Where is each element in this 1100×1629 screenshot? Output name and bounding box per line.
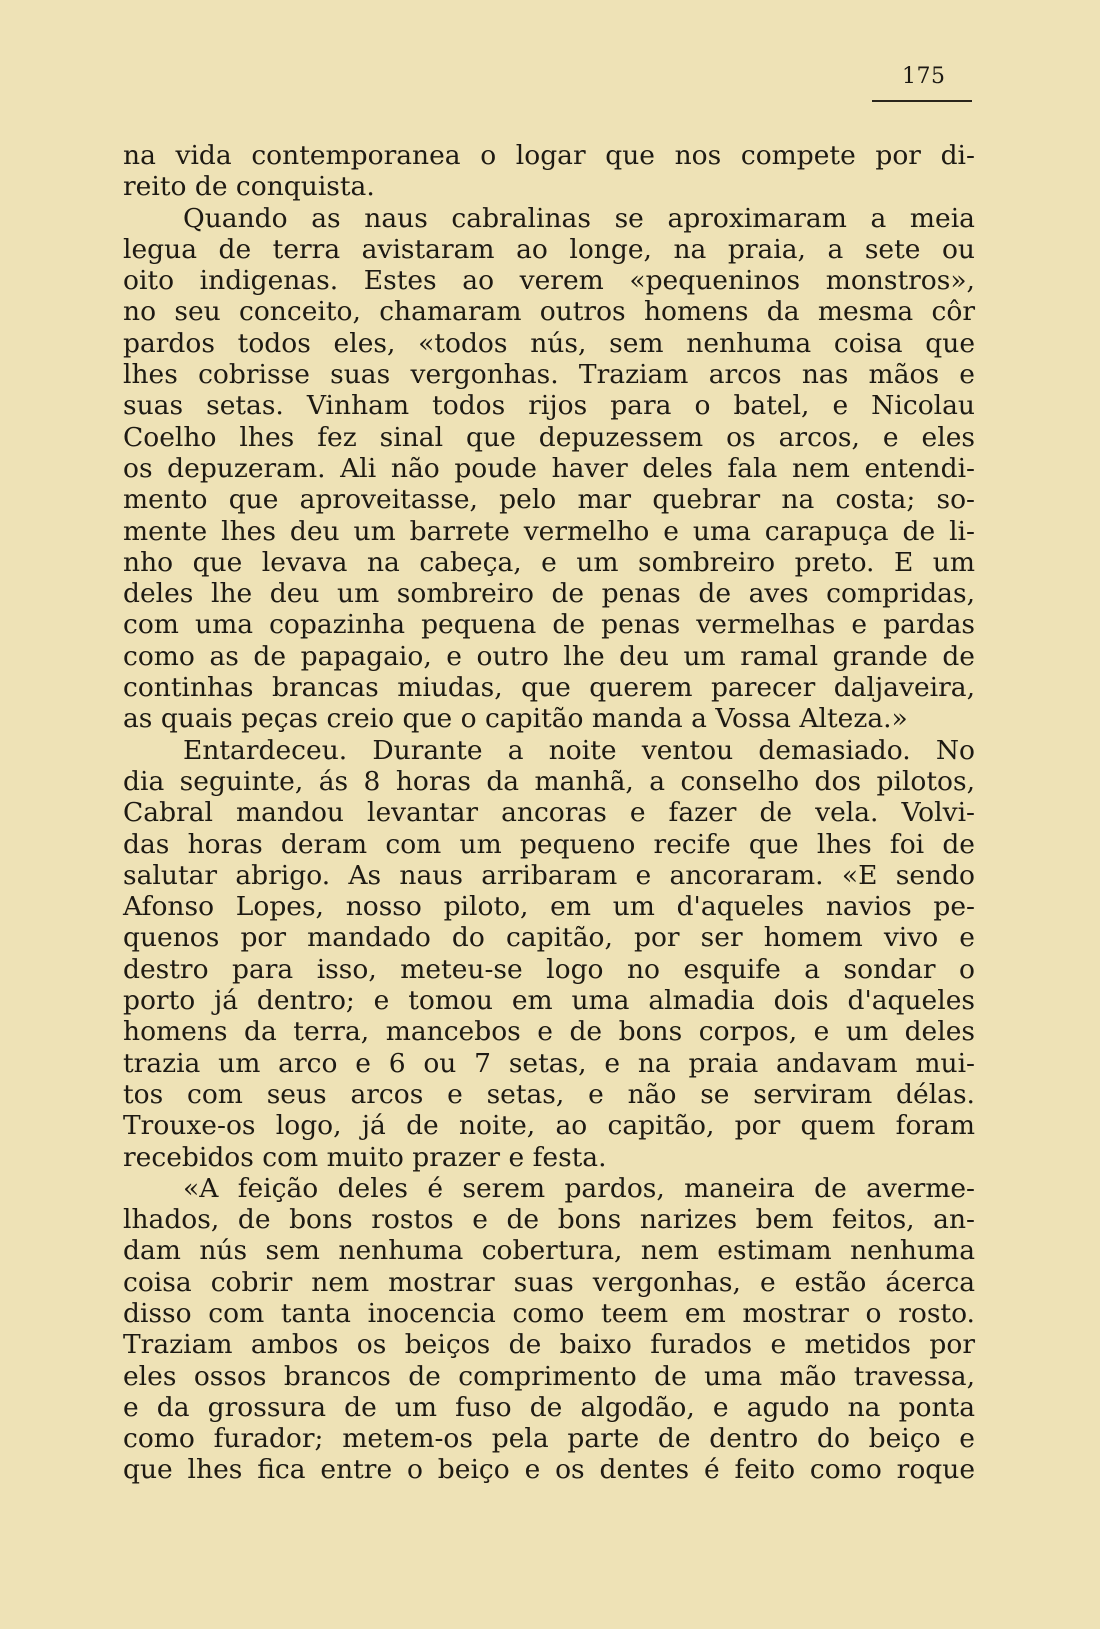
text-line: trazia um arco e 6 ou 7 setas, e na praia andavam mui- <box>123 1047 975 1079</box>
page-number: 175 <box>902 64 946 89</box>
text-line: Coelho lhes fez sinal que depuzessem os arcos, e eles <box>123 421 975 453</box>
text-line: deles lhe deu um sombreiro de penas de aves compridas, <box>123 578 975 610</box>
text-line: continhas brancas miudas, que querem parecer daljaveira, <box>123 672 975 704</box>
text-line: nho que levava na cabeça, e um sombreiro preto. E um <box>123 546 975 578</box>
text-line: como furador; metem-os pela parte de dentro do beiço e <box>123 1423 975 1455</box>
text-line: e da grossura de um fuso de algodão, e agudo na ponta <box>123 1391 975 1423</box>
text-line: que lhes fica entre o beiço e os dentes é feito como roque <box>123 1454 975 1486</box>
text-line: Trouxe-os logo, já de noite, ao capitão, por quem foram <box>123 1110 975 1142</box>
text-line: lhes cobrisse suas vergonhas. Traziam arcos nas mãos e <box>123 359 975 391</box>
text-line: as quais peças creio que o capitão manda a Vossa Alteza.» <box>123 703 908 735</box>
text-line: dia seguinte, ás 8 horas da manhã, a conselho dos pilotos, <box>123 765 975 797</box>
text-line: os depuzeram. Ali não poude haver deles fala nem entendi- <box>123 452 975 484</box>
text-line: no seu conceito, chamaram outros homens da mesma côr <box>123 296 975 328</box>
text-line: oito indigenas. Estes ao verem «pequeninos monstros», <box>123 265 975 297</box>
text-line: coisa cobrir nem mostrar suas vergonhas, e estão ácerca <box>123 1266 975 1298</box>
text-line: eles ossos brancos de comprimento de uma mão travessa, <box>123 1360 975 1392</box>
text-line: tos com seus arcos e setas, e não se serviram délas. <box>123 1078 975 1110</box>
text-line: Cabral mandou levantar ancoras e fazer de vela. Volvi- <box>123 797 975 829</box>
text-line: Traziam ambos os beiços de baixo furados e metidos por <box>123 1329 975 1361</box>
body-text <box>123 140 975 1486</box>
text-line: quenos por mandado do capitão, por ser homem vivo e <box>123 922 975 954</box>
text-line: das horas deram com um pequeno recife que lhes foi de <box>123 828 975 860</box>
text-line: na vida contemporanea o logar que nos compete por di- <box>123 140 975 171</box>
text-line: destro para isso, meteu-se logo no esquife a sondar o <box>123 953 975 985</box>
text-line: «A feição deles é serem pardos, maneira de averme- <box>183 1172 975 1204</box>
page-number-rule <box>872 100 972 102</box>
text-line: reito de conquista. <box>123 171 375 203</box>
text-line: legua de terra avistaram ao longe, na praia, a sete ou <box>123 233 975 265</box>
text-line: como as de papagaio, e outro lhe deu um ramal grande de <box>123 640 975 672</box>
text-line: Entardeceu. Durante a noite ventou demasiado. No <box>183 734 975 766</box>
text-line: salutar abrigo. As naus arribaram e ancoraram. «E sendo <box>123 859 975 891</box>
text-line: disso com tanta inocencia como teem em mostrar o rosto. <box>123 1297 975 1329</box>
text-line: dam nús sem nenhuma cobertura, nem estimam nenhuma <box>123 1235 975 1267</box>
text-line: porto já dentro; e tomou em uma almadia dois d'aqueles <box>123 985 975 1017</box>
text-line: pardos todos eles, «todos nús, sem nenhuma coisa que <box>123 327 975 359</box>
text-line: homens da terra, mancebos e de bons corpos, e um deles <box>123 1016 975 1048</box>
text-line: com uma copazinha pequena de penas vermelhas e pardas <box>123 609 975 641</box>
text-line: Quando as naus cabralinas se aproximaram a meia <box>183 202 975 234</box>
text-line: recebidos com muito prazer e festa. <box>123 1141 607 1173</box>
text-line: Afonso Lopes, nosso piloto, em um d'aqueles navios pe- <box>123 891 975 923</box>
text-line: suas setas. Vinham todos rijos para o batel, e Nicolau <box>123 390 975 422</box>
text-line: lhados, de bons rostos e de bons narizes bem feitos, an- <box>123 1204 975 1236</box>
text-line: mento que aproveitasse, pelo mar quebrar na costa; so- <box>123 484 975 516</box>
text-line: mente lhes deu um barrete vermelho e uma carapuça de li- <box>123 515 975 547</box>
